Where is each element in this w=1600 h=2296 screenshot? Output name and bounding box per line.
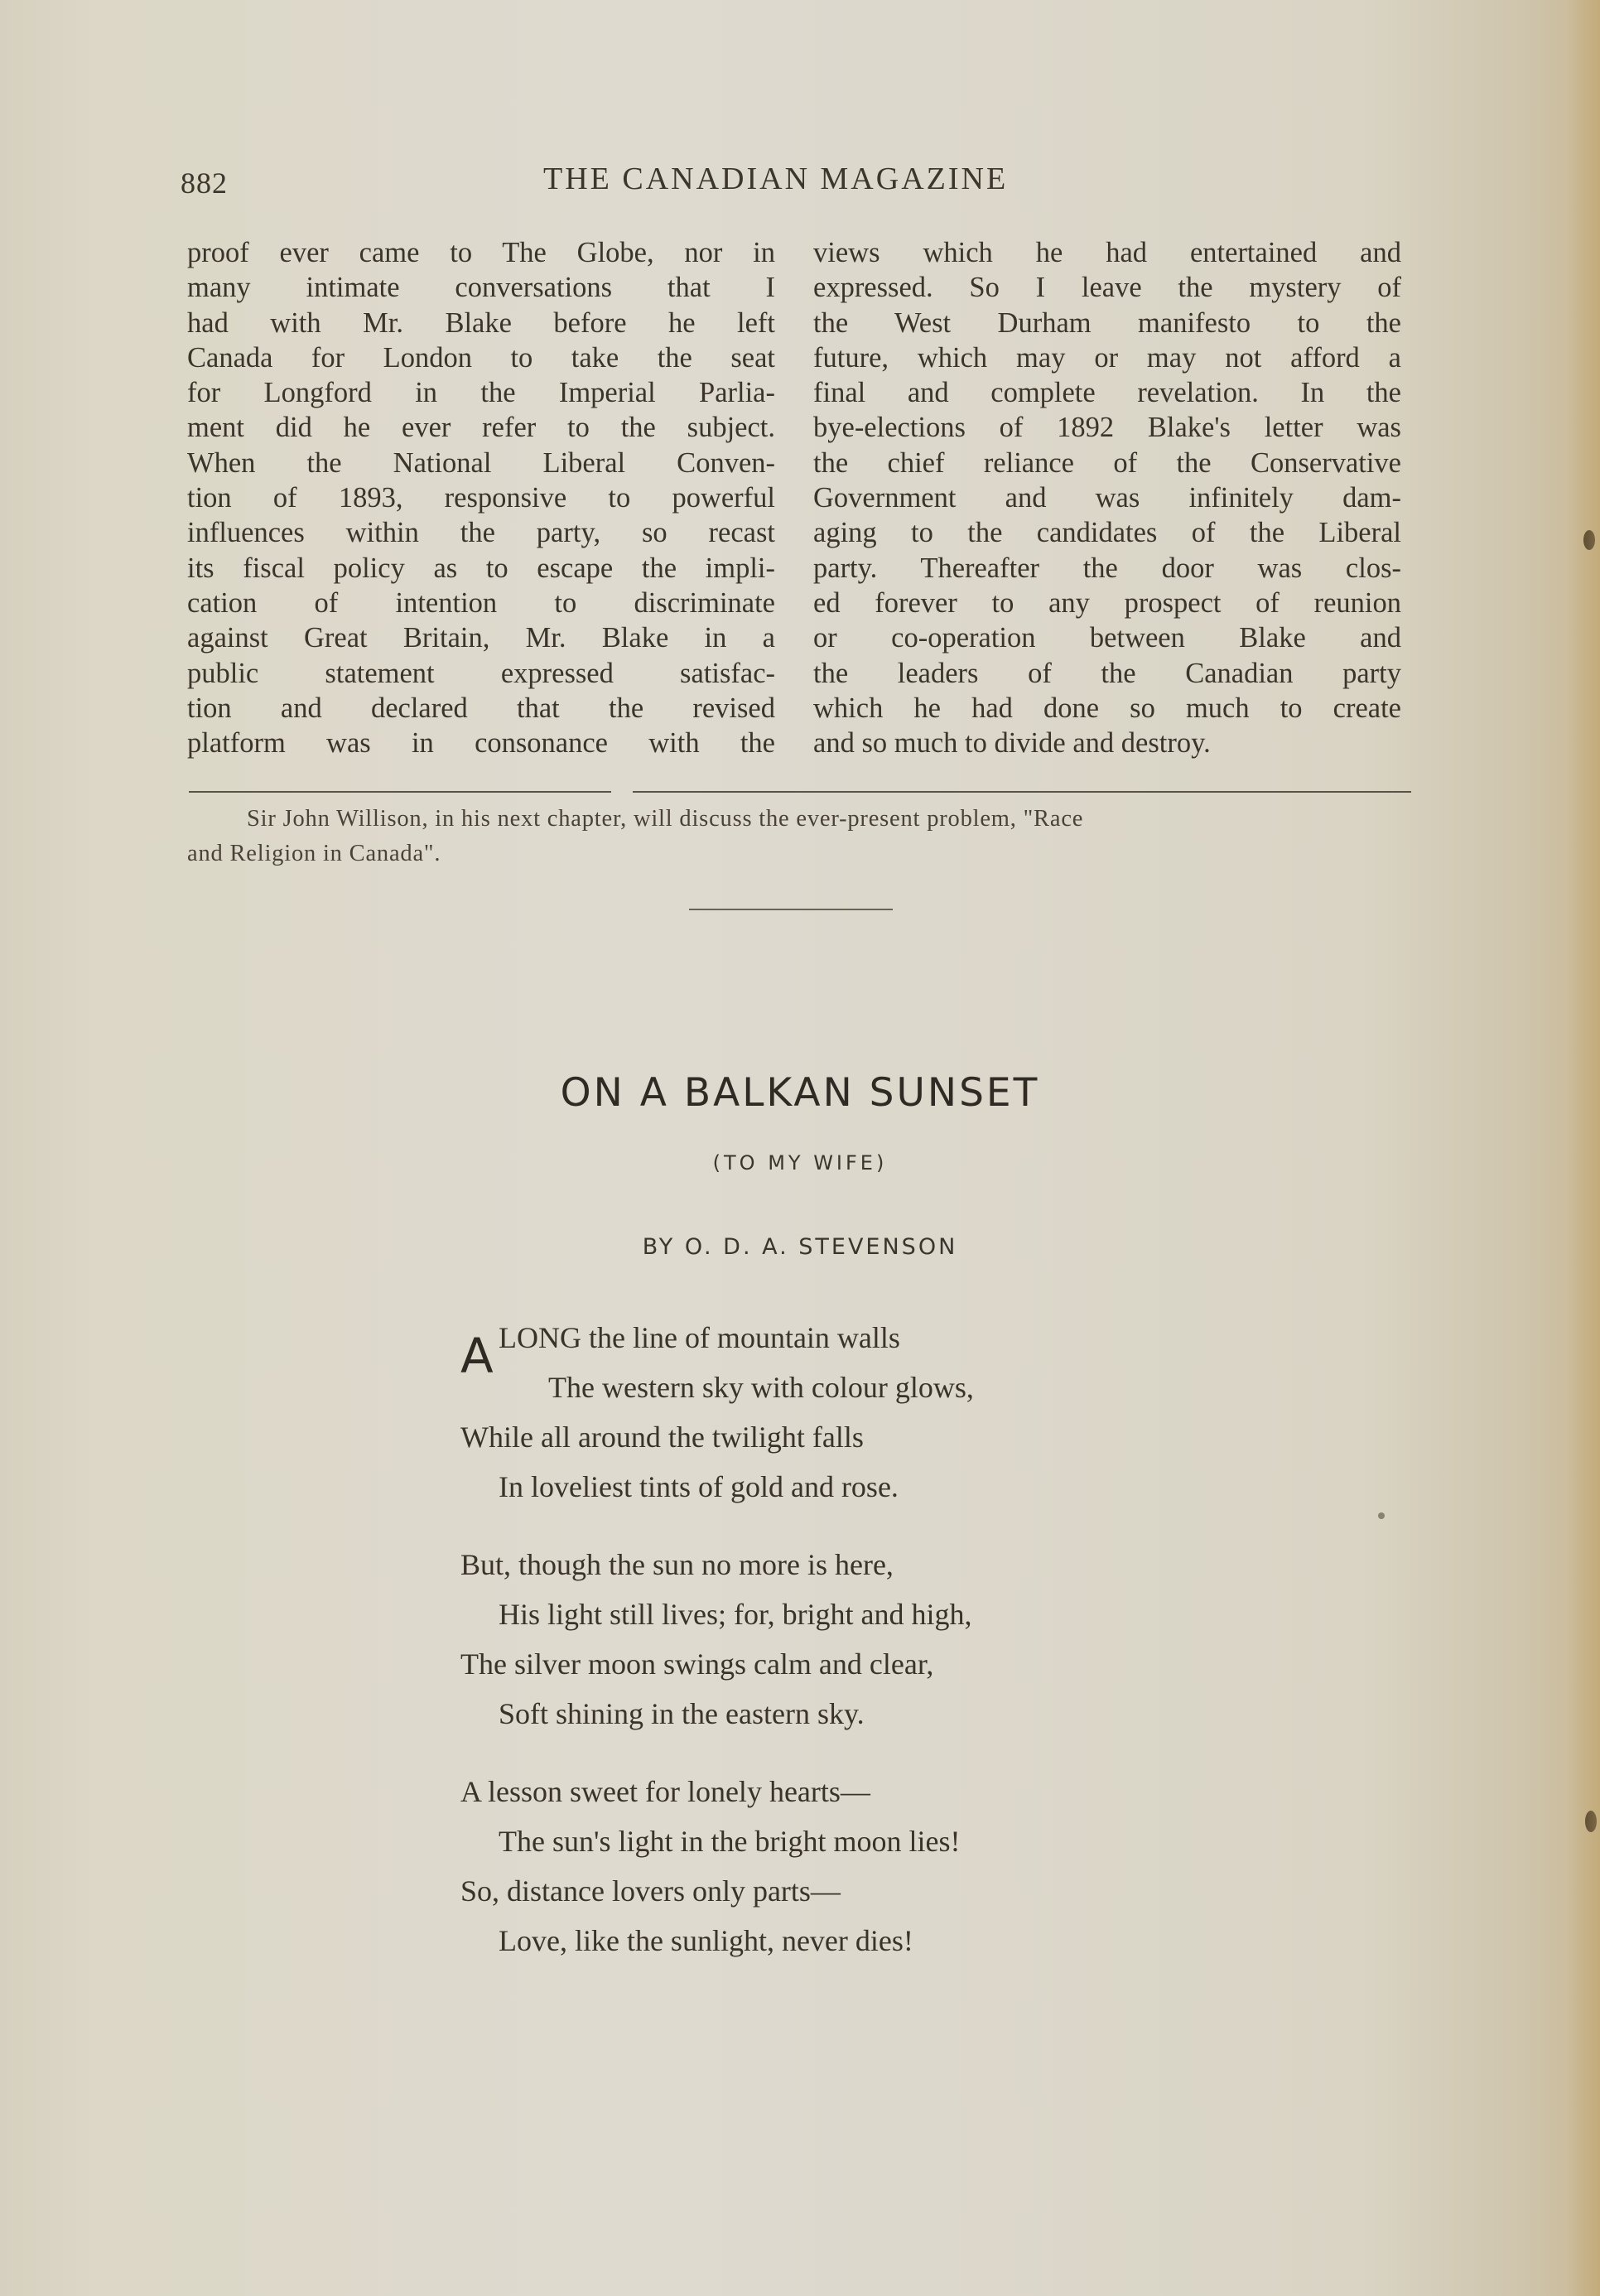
- article-line: ment did he ever refer to the subject.: [187, 412, 775, 444]
- running-head: [0, 159, 1600, 205]
- article-line: for Longford in the Imperial Parlia-: [187, 377, 775, 409]
- article-line: the leaders of the Canadian party: [813, 657, 1401, 689]
- divider-segment: [189, 791, 611, 793]
- article-line: Canada for London to take the seat: [187, 341, 775, 374]
- poem-byline: BY O. D. A. STEVENSON: [642, 1234, 958, 1260]
- article-line: had with Mr. Blake before he left: [187, 306, 775, 339]
- article-columns: [187, 235, 1413, 775]
- article-right-column: [813, 235, 1401, 760]
- article-line: many intimate conversations that I: [187, 272, 775, 304]
- article-line: ed forever to any prospect of reunion: [813, 586, 1401, 619]
- article-line: tion of 1893, responsive to powerful: [187, 482, 775, 514]
- article-left-column: [187, 235, 775, 760]
- poem-line: Love, like the sunlight, never dies!: [499, 1924, 913, 1957]
- article-line: bye-elections of 1892 Blake's letter was: [813, 412, 1401, 444]
- article-line: aging to the candidates of the Liberal: [813, 517, 1401, 549]
- poem-line: But, though the sun no more is here,: [460, 1548, 894, 1581]
- page-blemish: [1585, 1811, 1597, 1832]
- article-line: influences within the party, so recast: [187, 517, 775, 549]
- poem-title: ON A BALKAN SUNSET: [560, 1070, 1040, 1116]
- article-line: final and complete revelation. In the: [813, 377, 1401, 409]
- poem-line: The silver moon swings calm and clear,: [460, 1647, 934, 1681]
- short-divider: [689, 909, 893, 910]
- article-line: against Great Britain, Mr. Blake in a: [187, 622, 775, 654]
- poem-dedication: (TO MY WIFE): [712, 1151, 888, 1175]
- divider-segment: [633, 791, 1411, 793]
- article-line: proof ever came to The Globe, nor in: [187, 237, 775, 268]
- page-number: 882: [181, 166, 228, 200]
- poem-line: His light still lives; for, bright and high,: [499, 1598, 972, 1631]
- poem-line: While all around the twilight falls: [460, 1421, 864, 1454]
- article-line: public statement expressed satisfac-: [187, 657, 775, 689]
- editor-note: [187, 802, 1413, 871]
- poem-line: A lesson sweet for lonely hearts—: [460, 1775, 870, 1808]
- poem-line: The western sky with colour glows,: [548, 1371, 974, 1404]
- article-line: the West Durham manifesto to the: [813, 306, 1401, 339]
- article-line: tion and declared that the revised: [187, 692, 775, 724]
- editor-note-line: and Religion in Canada".: [187, 841, 441, 866]
- article-line: which he had done so much to create: [813, 692, 1401, 724]
- poem-line: So, distance lovers only parts—: [460, 1874, 841, 1908]
- drop-cap: A: [460, 1328, 494, 1384]
- article-line: or co-operation between Blake and: [813, 622, 1401, 654]
- page-blemish: [1583, 530, 1595, 550]
- section-divider: [189, 791, 1413, 794]
- magazine-title: THE CANADIAN MAGAZINE: [543, 162, 1009, 196]
- article-line: and so much to divide and destroy.: [813, 727, 1211, 760]
- editor-note-line: Sir John Willison, in his next chapter, will discuss the ever-present problem, "Race: [247, 806, 1084, 832]
- article-line: cation of intention to discriminate: [187, 586, 775, 619]
- poem-line: In loveliest tints of gold and rose.: [499, 1470, 899, 1503]
- article-line: the chief reliance of the Conservative: [813, 446, 1401, 479]
- poem-line: Soft shining in the eastern sky.: [499, 1697, 865, 1730]
- article-line: platform was in consonance with the: [187, 727, 775, 760]
- article-line: its fiscal policy as to escape the impli-: [187, 552, 775, 584]
- article-line: party. Thereafter the door was clos-: [813, 552, 1401, 584]
- article-line: views which he had entertained and: [813, 237, 1401, 268]
- poem-line: LONG the line of mountain walls: [499, 1321, 900, 1354]
- page-blemish: [1378, 1512, 1385, 1519]
- poem-line: The sun's light in the bright moon lies!: [499, 1825, 961, 1858]
- article-line: Government and was infinitely dam-: [813, 482, 1401, 514]
- article-line: expressed. So I leave the mystery of: [813, 272, 1401, 304]
- article-line: future, which may or may not afford a: [813, 341, 1401, 374]
- article-line: When the National Liberal Conven-: [187, 446, 775, 479]
